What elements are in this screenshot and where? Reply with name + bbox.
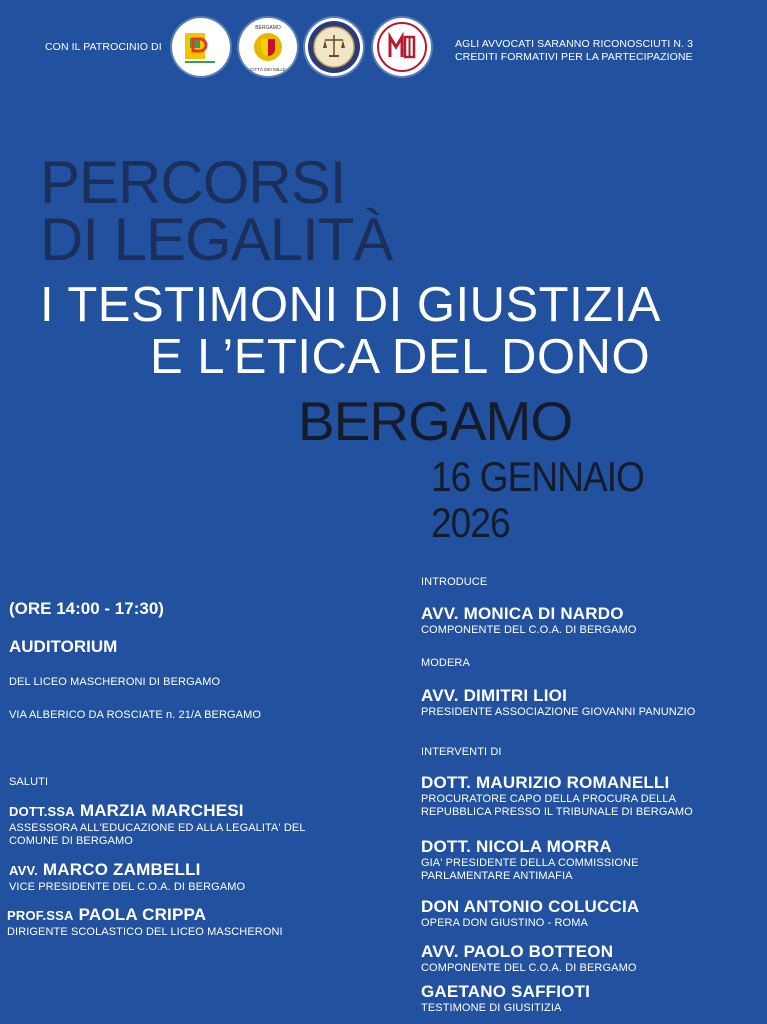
person-name: MARZIA MARCHESI [79,801,244,820]
speaker-role: COMPONENTE DEL C.O.A. DI BERGAMO [421,624,637,636]
speaker-name: DON ANTONIO COLUCCIA [421,897,640,916]
speaker-role: COMPONENTE DEL C.O.A. DI BERGAMO [421,962,637,974]
speaker-name: GAETANO SAFFIOTI [421,982,591,1001]
patronage-label: CON IL PATROCINIO DI [45,41,162,53]
ordine-avvocati-seal-icon [305,18,363,76]
person-name: MARCO ZAMBELLI [42,860,201,879]
introduce-label: INTRODUCE [421,576,488,588]
speaker-role: PRESIDENTE ASSOCIAZIONE GIOVANNI PANUNZIO [421,706,696,718]
intervento-speaker [421,837,639,883]
title-line-etica: E L’ETICA DEL DONO [150,330,651,384]
saluti-person [7,905,283,939]
speaker-role: PARLAMENTARE ANTIMAFIA [421,870,573,882]
person-role: ASSESSORA ALL'EDUCAZIONE ED ALLA LEGALITA' DEL [9,822,306,834]
speaker-role: PROCURATORE CAPO DELLA PROCURA DELLA [421,793,677,805]
introduce-speaker [421,604,637,637]
speaker-name: AVV. PAOLO BOTTEON [421,942,614,961]
event-city: BERGAMO [298,390,573,452]
modera-label: MODERA [421,657,470,669]
saluti-person [9,860,245,894]
person-role: COMUNE DI BERGAMO [9,835,133,847]
speaker-name: AVV. MONICA DI NARDO [421,604,624,623]
bergamo-city-crest-icon [239,18,297,76]
venue-school: DEL LICEO MASCHERONI DI BERGAMO [9,676,221,688]
speaker-name: DOTT. MAURIZIO ROMANELLI [421,773,670,792]
giovanni-panunzio-logo-icon [172,18,230,76]
credits-line-1: AGLI AVVOCATI SARANNO RICONOSCIUTI N. 3 [455,38,694,50]
intervento-speaker [421,897,639,930]
person-prefix: AVV. [9,863,38,878]
liceo-mascheroni-logo-icon [373,18,431,76]
person-role: DIRIGENTE SCOLASTICO DEL LICEO MASCHERONI [7,926,283,938]
title-line-testimoni: I TESTIMONI DI GIUSTIZIA [40,278,661,332]
person-prefix: PROF.SSA [7,908,74,923]
event-date: 16 GENNAIO 2026 [431,453,645,546]
modera-speaker [421,686,695,719]
svg-text:CITTÀ DEI MILLE: CITTÀ DEI MILLE [249,67,287,72]
person-role: VICE PRESIDENTE DEL C.O.A. DI BERGAMO [9,881,246,893]
speaker-name: DOTT. NICOLA MORRA [421,837,612,856]
intervento-speaker [421,982,590,1015]
person-prefix: DOTT.SSA [9,804,75,819]
saluti-label: SALUTI [9,776,49,788]
speaker-role: OPERA DON GIUSTINO - ROMA [421,917,588,929]
title-line-percorsi: PERCORSI [40,149,346,216]
speaker-name: AVV. DIMITRI LIOI [421,686,568,705]
speaker-role: GIA' PRESIDENTE DELLA COMMISSIONE [421,857,639,869]
title-line-legalita: DI LEGALITÀ [40,206,393,273]
credits-line-2: CREDITI FORMATIVI PER LA PARTECIPAZIONE [455,51,693,63]
person-name: PAOLA CRIPPA [78,905,207,924]
event-time: (ORE 14:00 - 17:30) [9,599,164,618]
speaker-role: TESTIMONE DI GIUSITIZIA [421,1002,562,1014]
intervento-speaker [421,773,693,819]
speaker-role: REPUBBLICA PRESSO IL TRIBUNALE DI BERGAMO [421,806,693,818]
svg-text:BERGAMO: BERGAMO [255,25,281,31]
intervento-speaker [421,942,637,975]
venue-place: AUDITORIUM [9,637,118,656]
venue-address: VIA ALBERICO DA ROSCIATE n. 21/A BERGAMO [9,709,261,721]
interventi-label: INTERVENTI DI [421,746,502,758]
saluti-person [9,801,306,848]
